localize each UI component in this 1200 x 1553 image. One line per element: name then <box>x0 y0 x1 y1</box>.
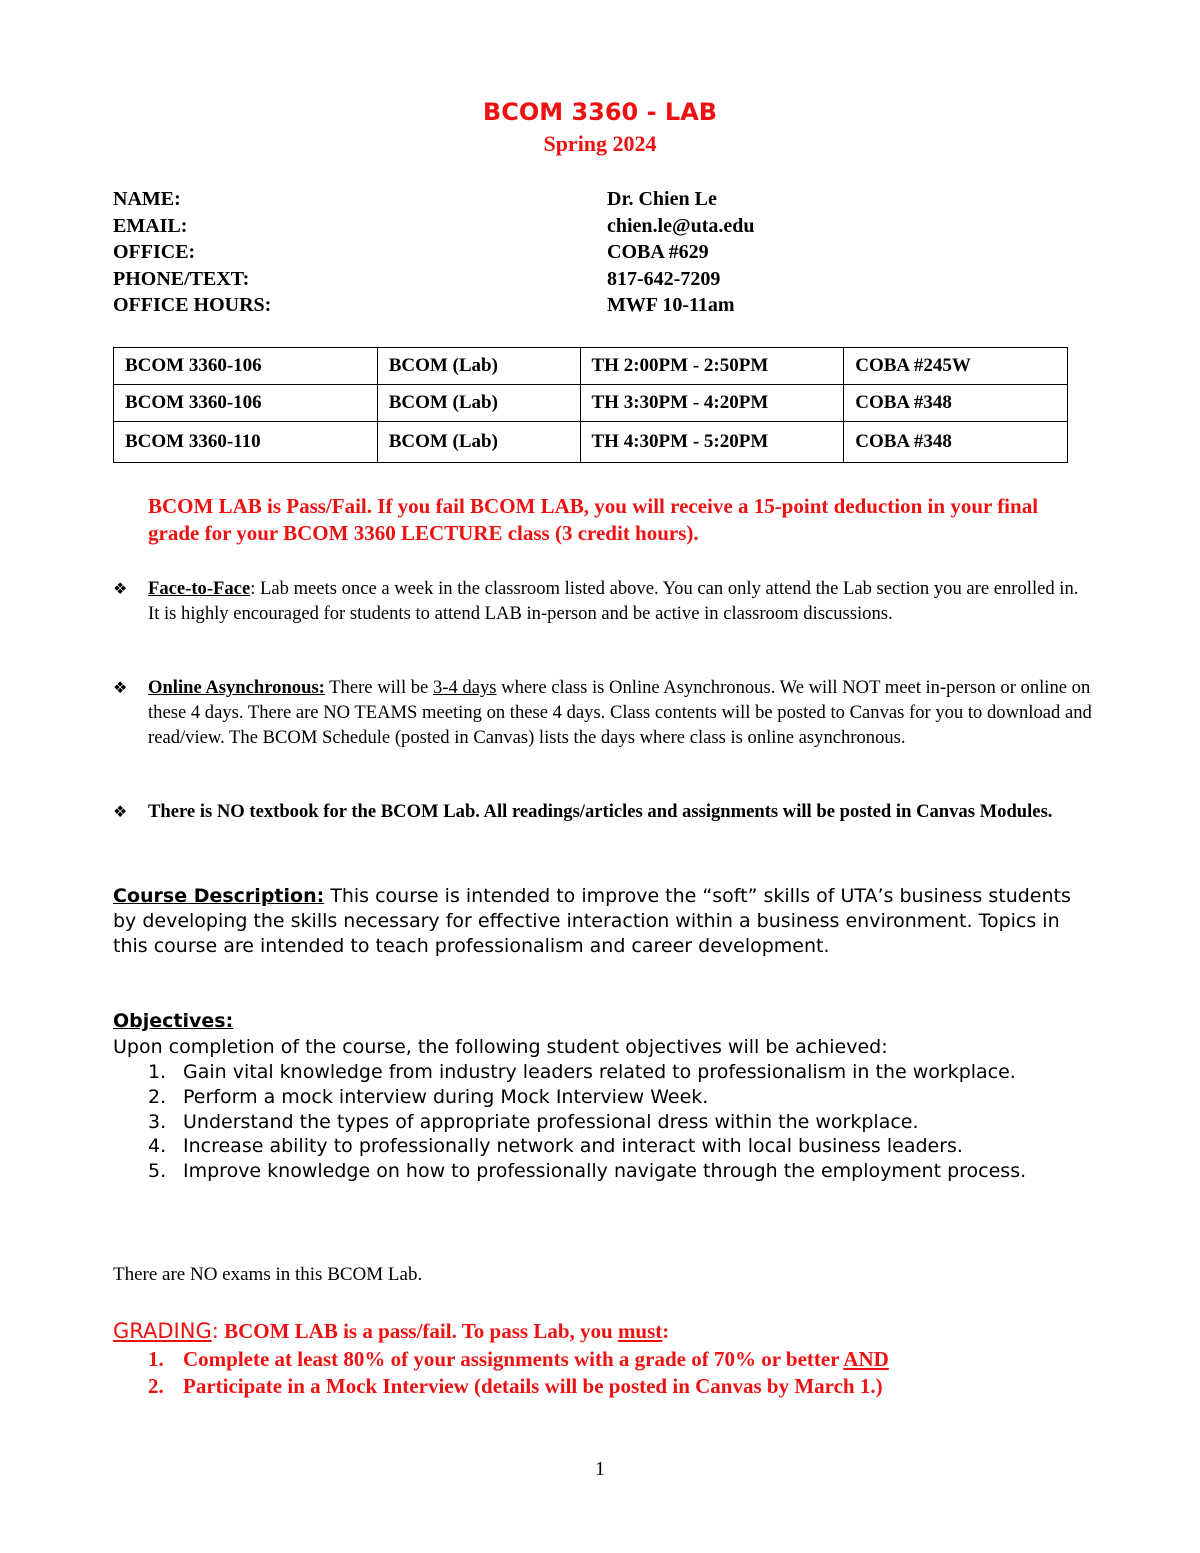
info-value: Dr. Chien Le <box>607 188 717 210</box>
document-title: BCOM 3360 - LAB <box>482 98 718 126</box>
list-item <box>113 1346 1073 1373</box>
table-row <box>114 422 1068 463</box>
list-number: 2. <box>148 1085 167 1108</box>
document-term: Spring 2024 <box>543 131 657 156</box>
list-text: Increase ability to professionally network and interact with local business leaders. <box>183 1135 963 1158</box>
objectives-list <box>113 1060 1073 1184</box>
list-item <box>113 1110 1073 1135</box>
grading-requirements-list <box>113 1346 1073 1400</box>
info-label: OFFICE: <box>113 241 196 264</box>
list-item <box>113 1373 1073 1400</box>
bullet-text <box>148 676 1093 750</box>
diamond-bullet-icon: ❖ <box>113 579 128 598</box>
grading-colon: : <box>211 1319 219 1343</box>
description-text: This course is intended to improve the “soft” skills of UTA’s business students by developing the skills necessary for effective interaction within a business environment. Topics in this course are intended to teach professionalism and career development. <box>113 885 1071 957</box>
table-cell: COBA #348 <box>844 385 1068 422</box>
list-item <box>113 1134 1073 1159</box>
table-cell: TH 4:30PM - 5:20PM <box>580 422 844 463</box>
list-text: Improve knowledge on how to professionally navigate through the employment process. <box>183 1160 1027 1183</box>
grading-heading <box>113 1318 1073 1345</box>
list-item <box>113 1159 1073 1184</box>
list-text: Participate in a Mock Interview (details will be posted in Canvas by March 1.) <box>183 1374 883 1398</box>
info-row-phone <box>113 266 1013 293</box>
diamond-bullet-icon: ❖ <box>113 678 128 697</box>
bullet-text: There is NO textbook for the BCOM Lab. All readings/articles and assignments will be posted in Canvas Modules. <box>148 801 1053 822</box>
info-row-office <box>113 239 1013 266</box>
info-value: 817-642-7209 <box>607 267 721 290</box>
table-cell: BCOM (Lab) <box>377 385 580 422</box>
info-row-name <box>113 186 1013 213</box>
grading-end: : <box>662 1319 670 1343</box>
bullet-label: Face-to-Face <box>148 578 251 599</box>
list-item <box>113 1085 1073 1110</box>
table-cell: COBA #348 <box>844 422 1068 463</box>
info-label: EMAIL: <box>113 214 188 237</box>
bullet-label: Online Asynchronous: <box>148 677 325 698</box>
info-label: NAME: <box>113 188 181 210</box>
table-cell: BCOM 3360-106 <box>114 348 378 385</box>
info-label: PHONE/TEXT: <box>113 267 250 290</box>
list-number: 5. <box>148 1160 167 1183</box>
table-row <box>114 385 1068 422</box>
diamond-bullet-icon: ❖ <box>113 802 128 821</box>
list-text: Complete at least 80% of your assignments with a grade of 70% or better <box>183 1347 844 1371</box>
list-text: Perform a mock interview during Mock Interview Week. <box>183 1085 709 1108</box>
bullet-label-colon: : <box>250 578 256 599</box>
section-schedule-table <box>113 347 1068 463</box>
grading-label: GRADING <box>113 1319 212 1343</box>
table-cell: BCOM (Lab) <box>377 348 580 385</box>
bullet-body: Lab meets once a week in the classroom listed above. You can only attend the Lab section you are enrolled in. It is highly encouraged for students to attend LAB in-person and be active in classroom discussions. <box>148 578 1079 624</box>
list-text-and: AND <box>843 1347 889 1371</box>
objectives-intro: Upon completion of the course, the following student objectives will be achieved: <box>113 1036 888 1058</box>
grading-must: must <box>617 1319 663 1343</box>
table-cell: COBA #245W <box>844 348 1068 385</box>
info-value: chien.le@uta.edu <box>607 214 755 237</box>
list-item <box>113 1060 1073 1085</box>
table-cell: BCOM 3360-106 <box>114 385 378 422</box>
no-exams-note: There are NO exams in this BCOM Lab. <box>113 1264 423 1285</box>
info-value: MWF 10-11am <box>607 294 735 317</box>
objectives-heading: Objectives: <box>113 1010 234 1032</box>
info-row-email <box>113 213 1013 240</box>
table-row <box>114 348 1068 385</box>
bullet-body: There will be <box>324 677 433 698</box>
table-cell: BCOM 3360-110 <box>114 422 378 463</box>
info-value: COBA #629 <box>607 241 709 264</box>
info-label: OFFICE HOURS: <box>113 294 272 317</box>
instructor-info <box>113 186 1013 319</box>
grading-text: BCOM LAB is a pass/fail. To pass Lab, you <box>218 1319 618 1343</box>
bullet-textbook <box>113 800 1093 825</box>
list-number: 1. <box>148 1347 164 1371</box>
list-text: Gain vital knowledge from industry leaders related to professionalism in the workplace. <box>183 1061 1016 1083</box>
list-number: 1. <box>148 1061 167 1083</box>
table-cell: BCOM (Lab) <box>377 422 580 463</box>
pass-fail-notice: BCOM LAB is Pass/Fail. If you fail BCOM LAB, you will receive a 15-point deduction in your final grade for your BCOM 3360 LECTURE class (3 credit hours). <box>148 494 1039 545</box>
list-number: 3. <box>148 1110 167 1133</box>
page-number: 1 <box>595 1458 605 1480</box>
course-description <box>113 884 1073 958</box>
bullet-days: 3-4 days <box>432 677 497 698</box>
bullet-face-to-face <box>113 577 1093 627</box>
list-number: 4. <box>148 1135 167 1158</box>
info-row-office-hours <box>113 292 1013 319</box>
list-text: Understand the types of appropriate professional dress within the workplace. <box>183 1110 919 1133</box>
table-cell: TH 3:30PM - 4:20PM <box>580 385 844 422</box>
bullet-online-async <box>113 676 1093 750</box>
description-label: Course Description: <box>113 885 325 907</box>
bullet-body: where class is Online Asynchronous. We will NOT meet in-person or online on these 4 days. There are NO TEAMS meeting on these 4 days. Class contents will be posted to Canvas for you to download and read/view. The BCOM Schedule (posted in Canvas) lists the days where class is online asynchronous. <box>148 677 1092 748</box>
list-number: 2. <box>148 1374 164 1398</box>
table-cell: TH 2:00PM - 2:50PM <box>580 348 844 385</box>
bullet-text <box>148 577 1093 627</box>
